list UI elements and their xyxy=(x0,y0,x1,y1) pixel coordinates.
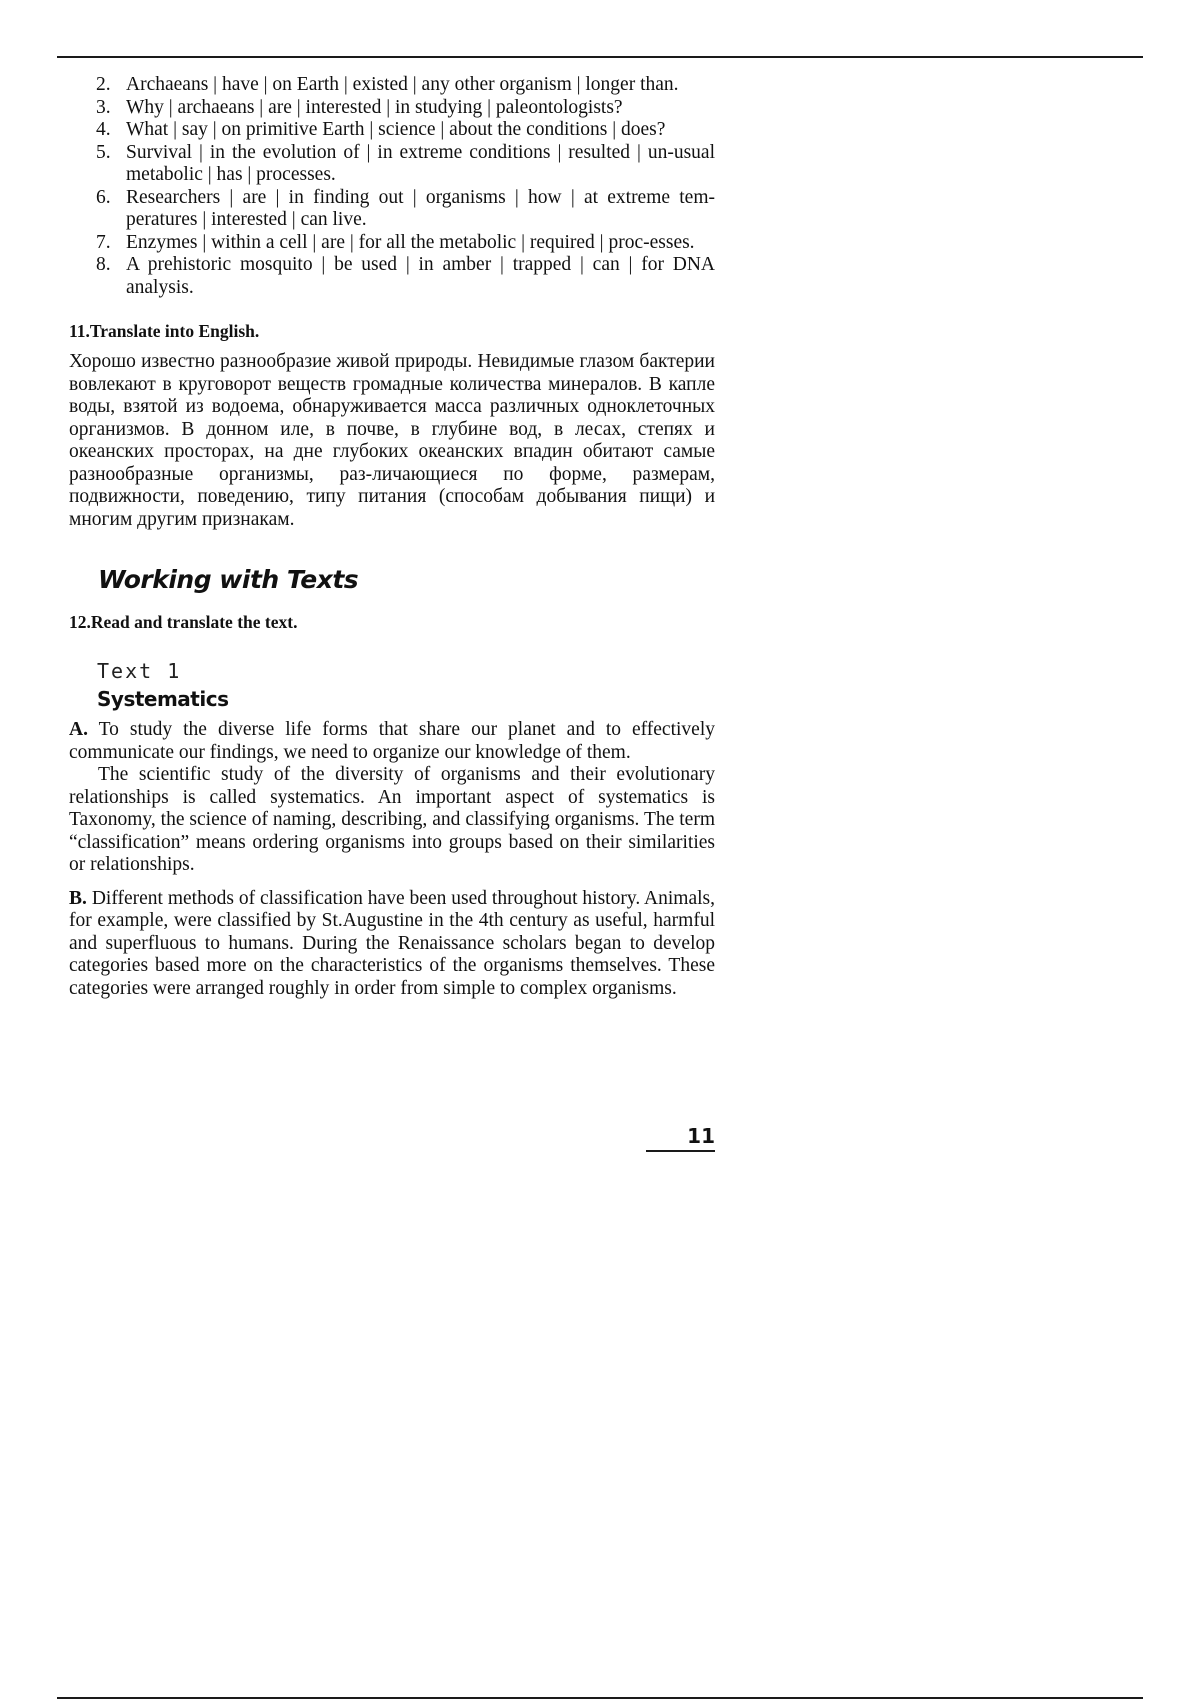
exercise-12-heading: 12.Read and translate the text. xyxy=(69,612,298,632)
top-rule xyxy=(57,56,1143,58)
page-number: 11 xyxy=(646,1124,715,1152)
paragraph-b: B. Different methods of classification have been used throughout history. Animals, for example, were classified by St.Augustine in the 4th century as useful, harmful and superfluous to humans. During the Renaissance scholars began to develop categories based more on the characteristics of the organisms themselves. These categories were arranged roughly in order from simple to complex organisms. xyxy=(69,887,716,999)
exercise-11-heading: 11.Translate into English. xyxy=(69,321,260,341)
text-title: Systematics xyxy=(97,687,229,711)
text-label: Text 1 xyxy=(97,659,182,683)
paragraph-a-marker: A. xyxy=(69,719,88,740)
page-content xyxy=(69,74,715,1000)
bottom-rule xyxy=(57,1697,1143,1699)
list-item: 5. Survival | in the evolution of | in extreme conditions | resulted | un-usual metabolic | has | processes. xyxy=(96,141,715,185)
exercise-11-text: Хорошо известно разнообразие живой природы. Невидимые глазом бактерии вовлекают в круговорот веществ громадные количества минералов. В капле воды, взятой из водоема, обнаруживается масса различных одноклеточных организмов. В донном иле, в почве, в глубине вод, в лесах, степях и океанских просторах, на дне глубоких океанских впадин обитают самые разнообразные организмы, раз-личающиеся по форме, размерам, подвижности, поведению, типу питания (способам добывания пищи) и многим другим признакам. xyxy=(69,351,715,530)
paragraph-a: A. To study the diverse life forms that share our planet and to effectively communicate our findings, we need to organize our knowledge of them. xyxy=(69,719,715,763)
list-item: 2. Archaeans | have | on Earth | existed | any other organism | longer than. xyxy=(96,74,679,95)
section-title: Working with Texts xyxy=(98,565,359,594)
paragraph-a-continued: The scientific study of the diversity of organisms and their evolutionary relationships is called systematics. An important aspect of systematics is Taxonomy, the science of naming, describing, and classifying organisms. The term “classification” means ordering organisms into groups based on their similarities or relationships. xyxy=(69,764,715,875)
list-item: 7. Enzymes | within a cell | are | for all the metabolic | required | proc-esses. xyxy=(96,231,695,253)
exercise-10-list xyxy=(69,74,715,299)
list-item: 6. Researchers | are | in finding out | organisms | how | at extreme tem-peratures | interested | can live. xyxy=(96,186,715,230)
list-item: 8. A prehistoric mosquito | be used | in amber | trapped | can | for DNA analysis. xyxy=(96,254,715,298)
list-item: 4. What | say | on primitive Earth | science | about the conditions | does? xyxy=(96,119,666,140)
list-item: 3. Why | archaeans | are | interested | in studying | paleontologists? xyxy=(96,96,623,118)
paragraph-b-marker: B. xyxy=(69,887,87,909)
